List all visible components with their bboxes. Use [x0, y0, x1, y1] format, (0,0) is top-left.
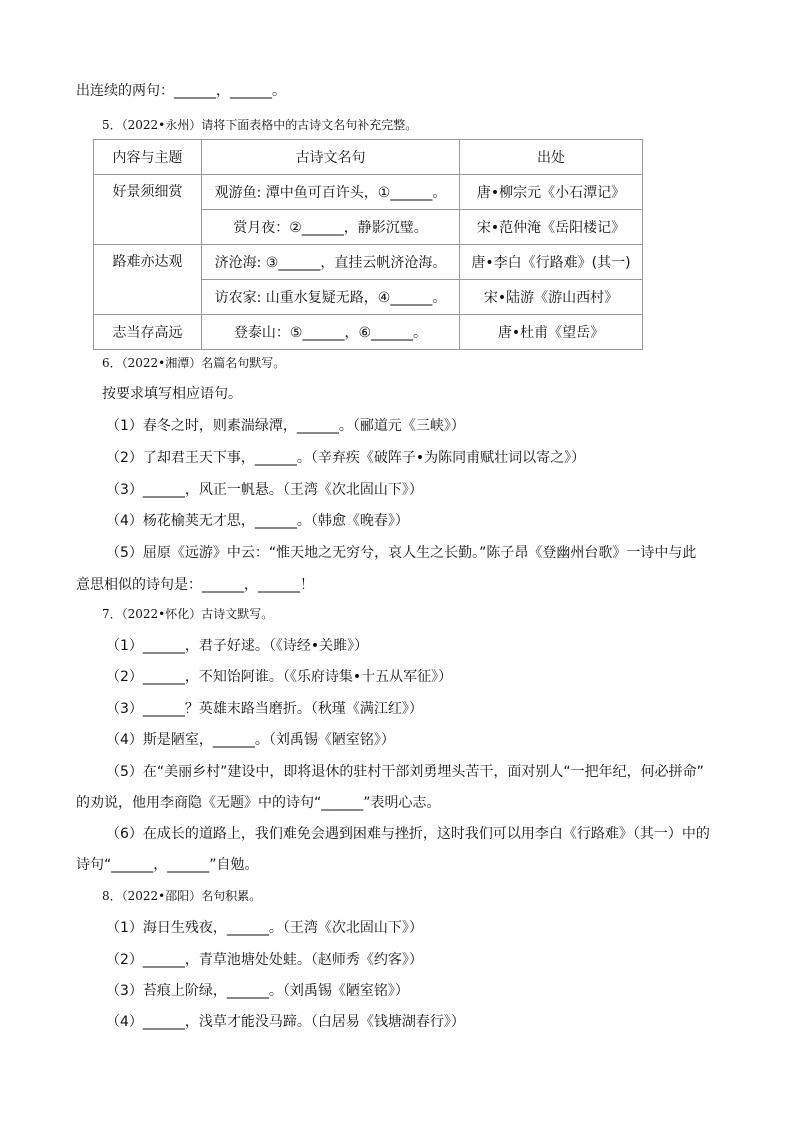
- q6-instruction: 按要求填写相应语句。: [102, 386, 242, 402]
- source-cell: 唐•李白《行路难》(其一): [460, 245, 643, 280]
- q7-item-3: （3）______？英雄末路当磨折。（秋瑾《满江红》）: [106, 701, 423, 717]
- poem-line-cell: 登泰山：⑤______，⑥______。: [202, 315, 460, 350]
- q7-heading: 7．（2022•怀化）古诗文默写。: [102, 607, 274, 621]
- q6-item-1: （1）春冬之时，则素湍绿潭，______。（郦道元《三峡》）: [106, 418, 465, 434]
- table-row: [94, 175, 643, 210]
- table-header-row: [94, 140, 643, 175]
- intro-line: 出连续的两句：______，______。: [76, 83, 286, 99]
- header-source: 出处: [460, 140, 643, 175]
- poem-line-cell: 访农家: 山重水复疑无路，④______。: [202, 280, 460, 315]
- poem-line-cell: 观游鱼: 潭中鱼可百许头，①______。: [202, 175, 460, 210]
- q6-item-3: （3）______，风正一帆悬。（王湾《次北固山下》）: [106, 482, 423, 498]
- source-cell: 宋•范仲淹《岳阳楼记》: [460, 210, 643, 245]
- q6-heading: 6．（2022•湘潭）名篇名句默写。: [102, 356, 286, 370]
- q7-item-6-cont: 诗句“______，______”自勉。: [76, 857, 259, 873]
- theme-cell: 志当存高远: [94, 315, 202, 350]
- q7-item-6: （6）在成长的道路上，我们难免会遇到困难与挫折，这时我们可以用李白《行路难》（其一）中的: [106, 826, 710, 842]
- q8-item-3: （3）苔痕上阶绿，______。（刘禹锡《陋室铭》）: [106, 983, 409, 999]
- q8-heading: 8．（2022•邵阳）名句积累。: [102, 889, 262, 903]
- q6-item-2: （2）了却君王天下事，______。（辛弃疾《破阵子•为陈同甫赋壮词以寄之》）: [106, 450, 586, 466]
- q7-item-1: （1）______，君子好逑。（《诗经•关雎》）: [106, 638, 369, 654]
- source-cell: 唐•杜甫《望岳》: [460, 315, 643, 350]
- q5-heading: 5．（2022•永州）请将下面表格中的古诗文名句补充完整。: [102, 118, 418, 132]
- theme-cell: 路难亦达观: [94, 245, 202, 315]
- poem-table: [93, 139, 643, 350]
- header-line: 古诗文名句: [202, 140, 460, 175]
- q6-item-5-cont: 意思相似的诗句是：______，______！: [76, 577, 314, 593]
- header-theme: 内容与主题: [94, 140, 202, 175]
- q8-item-1: （1）海日生残夜，______。（王湾《次北固山下》）: [106, 920, 423, 936]
- table-row: [94, 315, 643, 350]
- q6-item-4: （4）杨花榆荚无才思，______。（韩愈《晚春》）: [106, 513, 409, 529]
- q7-item-2: （2）______，不知饴阿谁。（《乐府诗集•十五从军征》）: [106, 669, 453, 685]
- q8-item-4: （4）______，浅草才能没马蹄。（白居易《钱塘湖春行》）: [106, 1014, 465, 1030]
- table-row: [94, 245, 643, 280]
- q7-item-5-cont: 的劝说，他用李商隐《无题》中的诗句“______”表明心志。: [76, 795, 441, 811]
- source-cell: 宋•陆游《游山西村》: [460, 280, 643, 315]
- q7-item-4: （4）斯是陋室，______。（刘禹锡《陋室铭》）: [106, 732, 395, 748]
- poem-line-cell: 济沧海: ③______，直挂云帆济沧海。: [202, 245, 460, 280]
- q7-item-5: （5）在“美丽乡村”建设中，即将退休的驻村干部刘勇埋头苦干，面对别人“一把年纪，何必拼命”: [106, 764, 704, 780]
- source-cell: 唐•柳宗元《小石潭记》: [460, 175, 643, 210]
- q6-item-5: （5）屈原《远游》中云：“惟天地之无穷兮，哀人生之长勤。”陈子昂《登幽州台歌》一诗中与此: [106, 545, 697, 561]
- theme-cell: 好景须细赏: [94, 175, 202, 245]
- poem-line-cell: 赏月夜：②______，静影沉璧。: [202, 210, 460, 245]
- q8-item-2: （2）______，青草池塘处处蛙。（赵师秀《约客》）: [106, 952, 423, 968]
